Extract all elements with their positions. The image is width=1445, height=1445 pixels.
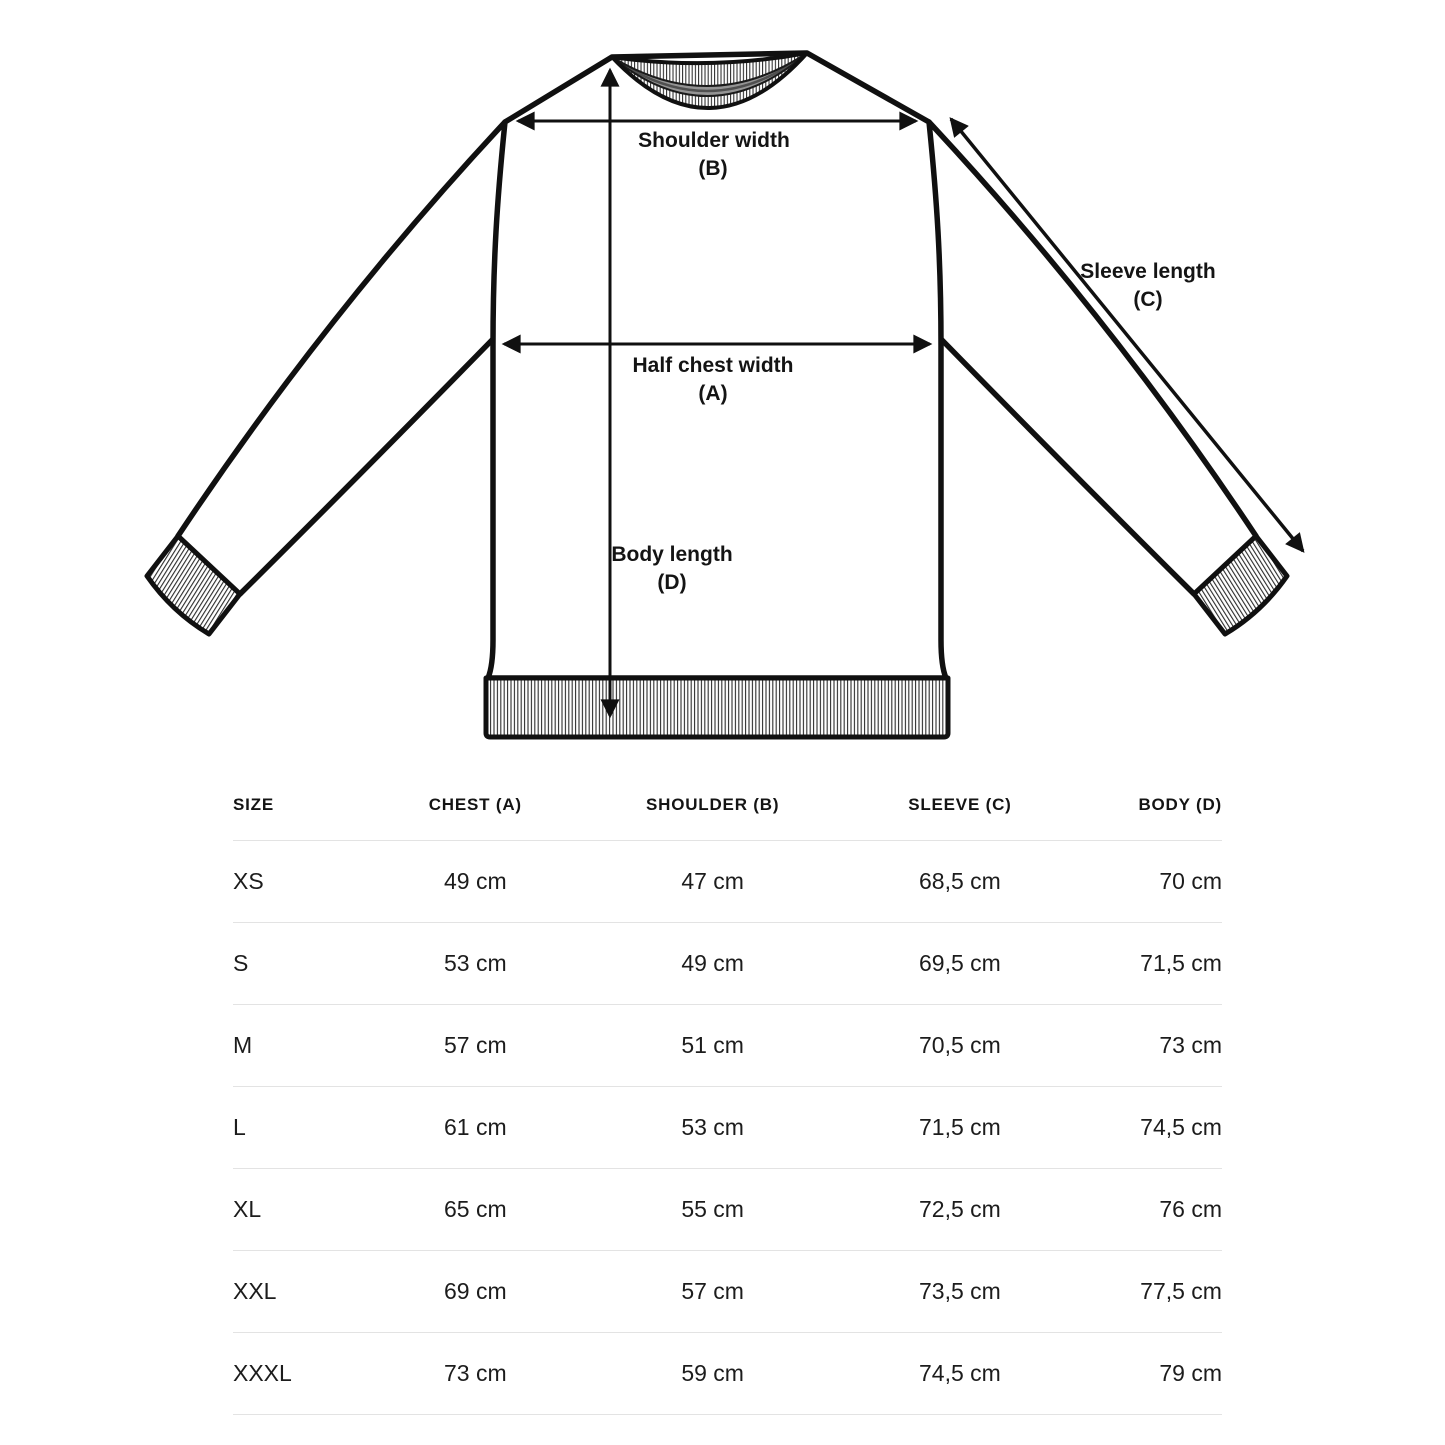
cell-sleeve: 73,5 cm bbox=[918, 1278, 1001, 1304]
table-row-xl bbox=[233, 1169, 1222, 1251]
cell-sleeve: 68,5 cm bbox=[918, 868, 1001, 894]
cell-chest: 73 cm bbox=[443, 1360, 507, 1386]
header-shoulder: SHOULDER (B) bbox=[645, 795, 780, 814]
cell-shoulder: 53 cm bbox=[681, 1114, 744, 1140]
half-chest-code: (A) bbox=[698, 382, 728, 405]
table-row-xs bbox=[233, 841, 1222, 923]
cell-chest: 49 cm bbox=[443, 868, 507, 894]
size-table-header bbox=[233, 770, 1222, 841]
cell-sleeve: 72,5 cm bbox=[918, 1196, 1001, 1222]
cell-chest: 69 cm bbox=[443, 1278, 507, 1304]
cell-body: 71,5 cm bbox=[1140, 950, 1222, 976]
header-chest: CHEST (A) bbox=[428, 795, 522, 814]
table-row-m bbox=[233, 1005, 1222, 1087]
cell-body: 73 cm bbox=[1159, 1032, 1222, 1058]
table-row-l bbox=[233, 1087, 1222, 1169]
table-row-xxl bbox=[233, 1251, 1222, 1333]
table-row-s bbox=[233, 923, 1222, 1005]
cell-size: XL bbox=[233, 1196, 262, 1222]
header-sleeve: SLEEVE (C) bbox=[908, 795, 1012, 814]
cell-size: S bbox=[233, 950, 249, 976]
bottom-hem bbox=[486, 678, 948, 737]
right-sleeve bbox=[929, 122, 1256, 594]
cell-size: XXL bbox=[233, 1278, 277, 1304]
cell-chest: 61 cm bbox=[443, 1114, 507, 1140]
cell-sleeve: 71,5 cm bbox=[918, 1114, 1001, 1140]
header-size: SIZE bbox=[233, 795, 274, 814]
body-length-code: (D) bbox=[657, 571, 687, 594]
cell-body: 74,5 cm bbox=[1140, 1114, 1222, 1140]
cell-shoulder: 47 cm bbox=[681, 868, 744, 894]
cell-chest: 53 cm bbox=[443, 950, 507, 976]
cell-body: 77,5 cm bbox=[1140, 1278, 1222, 1304]
cell-shoulder: 55 cm bbox=[681, 1196, 744, 1222]
cell-shoulder: 57 cm bbox=[681, 1278, 744, 1304]
cell-sleeve: 69,5 cm bbox=[918, 950, 1001, 976]
cell-chest: 65 cm bbox=[443, 1196, 507, 1222]
cell-sleeve: 70,5 cm bbox=[918, 1032, 1001, 1058]
cell-size: XS bbox=[233, 868, 264, 894]
cell-size: L bbox=[233, 1114, 246, 1140]
cell-shoulder: 59 cm bbox=[681, 1360, 744, 1386]
cell-sleeve: 74,5 cm bbox=[918, 1360, 1001, 1386]
size-table bbox=[233, 770, 1222, 1415]
cell-chest: 57 cm bbox=[443, 1032, 507, 1058]
sleeve-length-code: (C) bbox=[1133, 288, 1163, 311]
cell-body: 76 cm bbox=[1159, 1196, 1222, 1222]
shoulder-width-label: Shoulder width bbox=[638, 129, 790, 152]
sleeve-length-label: Sleeve length bbox=[1080, 260, 1216, 283]
cell-shoulder: 51 cm bbox=[681, 1032, 744, 1058]
half-chest-label: Half chest width bbox=[632, 354, 794, 377]
cell-shoulder: 49 cm bbox=[681, 950, 744, 976]
left-sleeve bbox=[178, 122, 505, 594]
cell-body: 70 cm bbox=[1159, 868, 1222, 894]
cell-size: XXXL bbox=[233, 1360, 292, 1386]
header-body: BODY (D) bbox=[1138, 795, 1222, 814]
cell-size: M bbox=[233, 1032, 253, 1058]
cell-body: 79 cm bbox=[1159, 1360, 1222, 1386]
shoulder-width-code: (B) bbox=[698, 157, 728, 180]
body-length-label: Body length bbox=[611, 543, 733, 566]
table-row-xxxl bbox=[233, 1333, 1222, 1415]
